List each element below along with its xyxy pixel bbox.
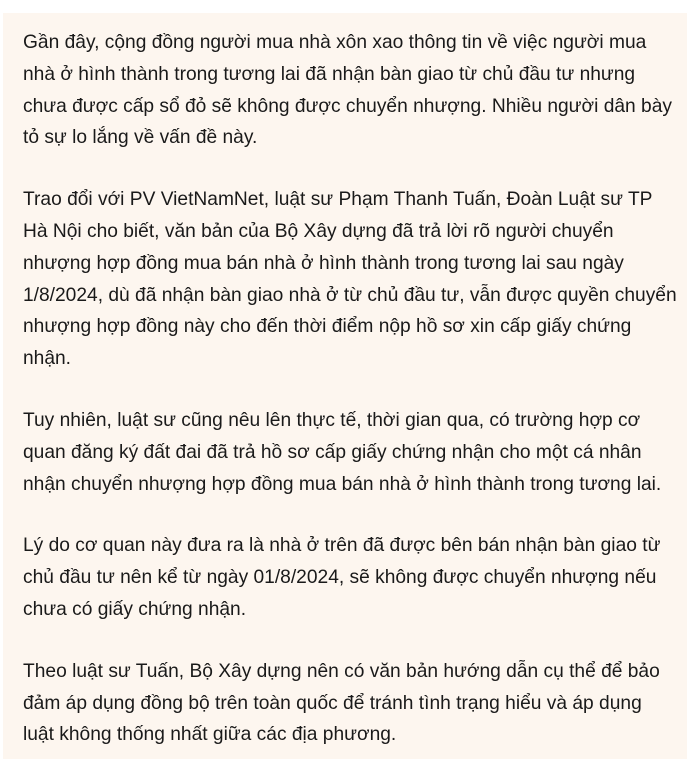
paragraph-2: Trao đổi với PV VietNamNet, luật sư Phạm Thanh Tuấn, Đoàn Luật sư TP Hà Nội cho biết, văn bản của Bộ Xây dựng đã trả lời rõ người chuyển nhượng hợp đồng mua bán nhà ở hình thành trong tương lai sau ngày 1/8/2024, dù đã nhận bàn giao nhà ở từ chủ đầu tư, vẫn được quyền chuyển nhượng hợp đồng này cho đến thời điểm nộp hồ sơ xin cấp giấy chứng nhận. bbox=[23, 189, 677, 370]
article-body bbox=[3, 13, 687, 759]
paragraph-5: Theo luật sư Tuấn, Bộ Xây dựng nên có văn bản hướng dẫn cụ thể để bảo đảm áp dụng đồng bộ trên toàn quốc để tránh tình trạng hiểu và áp dụng luật không thống nhất giữa các địa phương. bbox=[23, 660, 660, 746]
paragraph-1: Gần đây, cộng đồng người mua nhà xôn xao thông tin về việc người mua nhà ở hình thành trong tương lai đã nhận bàn giao từ chủ đầu tư nhưng chưa được cấp sổ đỏ sẽ không được chuyển nhượng. Nhiều người dân bày tỏ sự lo lắng về vấn đề này. bbox=[23, 32, 672, 149]
paragraph-3: Tuy nhiên, luật sư cũng nêu lên thực tế, thời gian qua, có trường hợp cơ quan đăng ký đất đai đã trả hồ sơ cấp giấy chứng nhận cho một cá nhân nhận chuyển nhượng hợp đồng mua bán nhà ở hình thành trong tương lai. bbox=[23, 409, 662, 495]
paragraph-4: Lý do cơ quan này đưa ra là nhà ở trên đã được bên bán nhận bàn giao từ chủ đầu tư nên kể từ ngày 01/8/2024, sẽ không được chuyển nhượng nếu chưa có giấy chứng nhận. bbox=[23, 535, 661, 620]
